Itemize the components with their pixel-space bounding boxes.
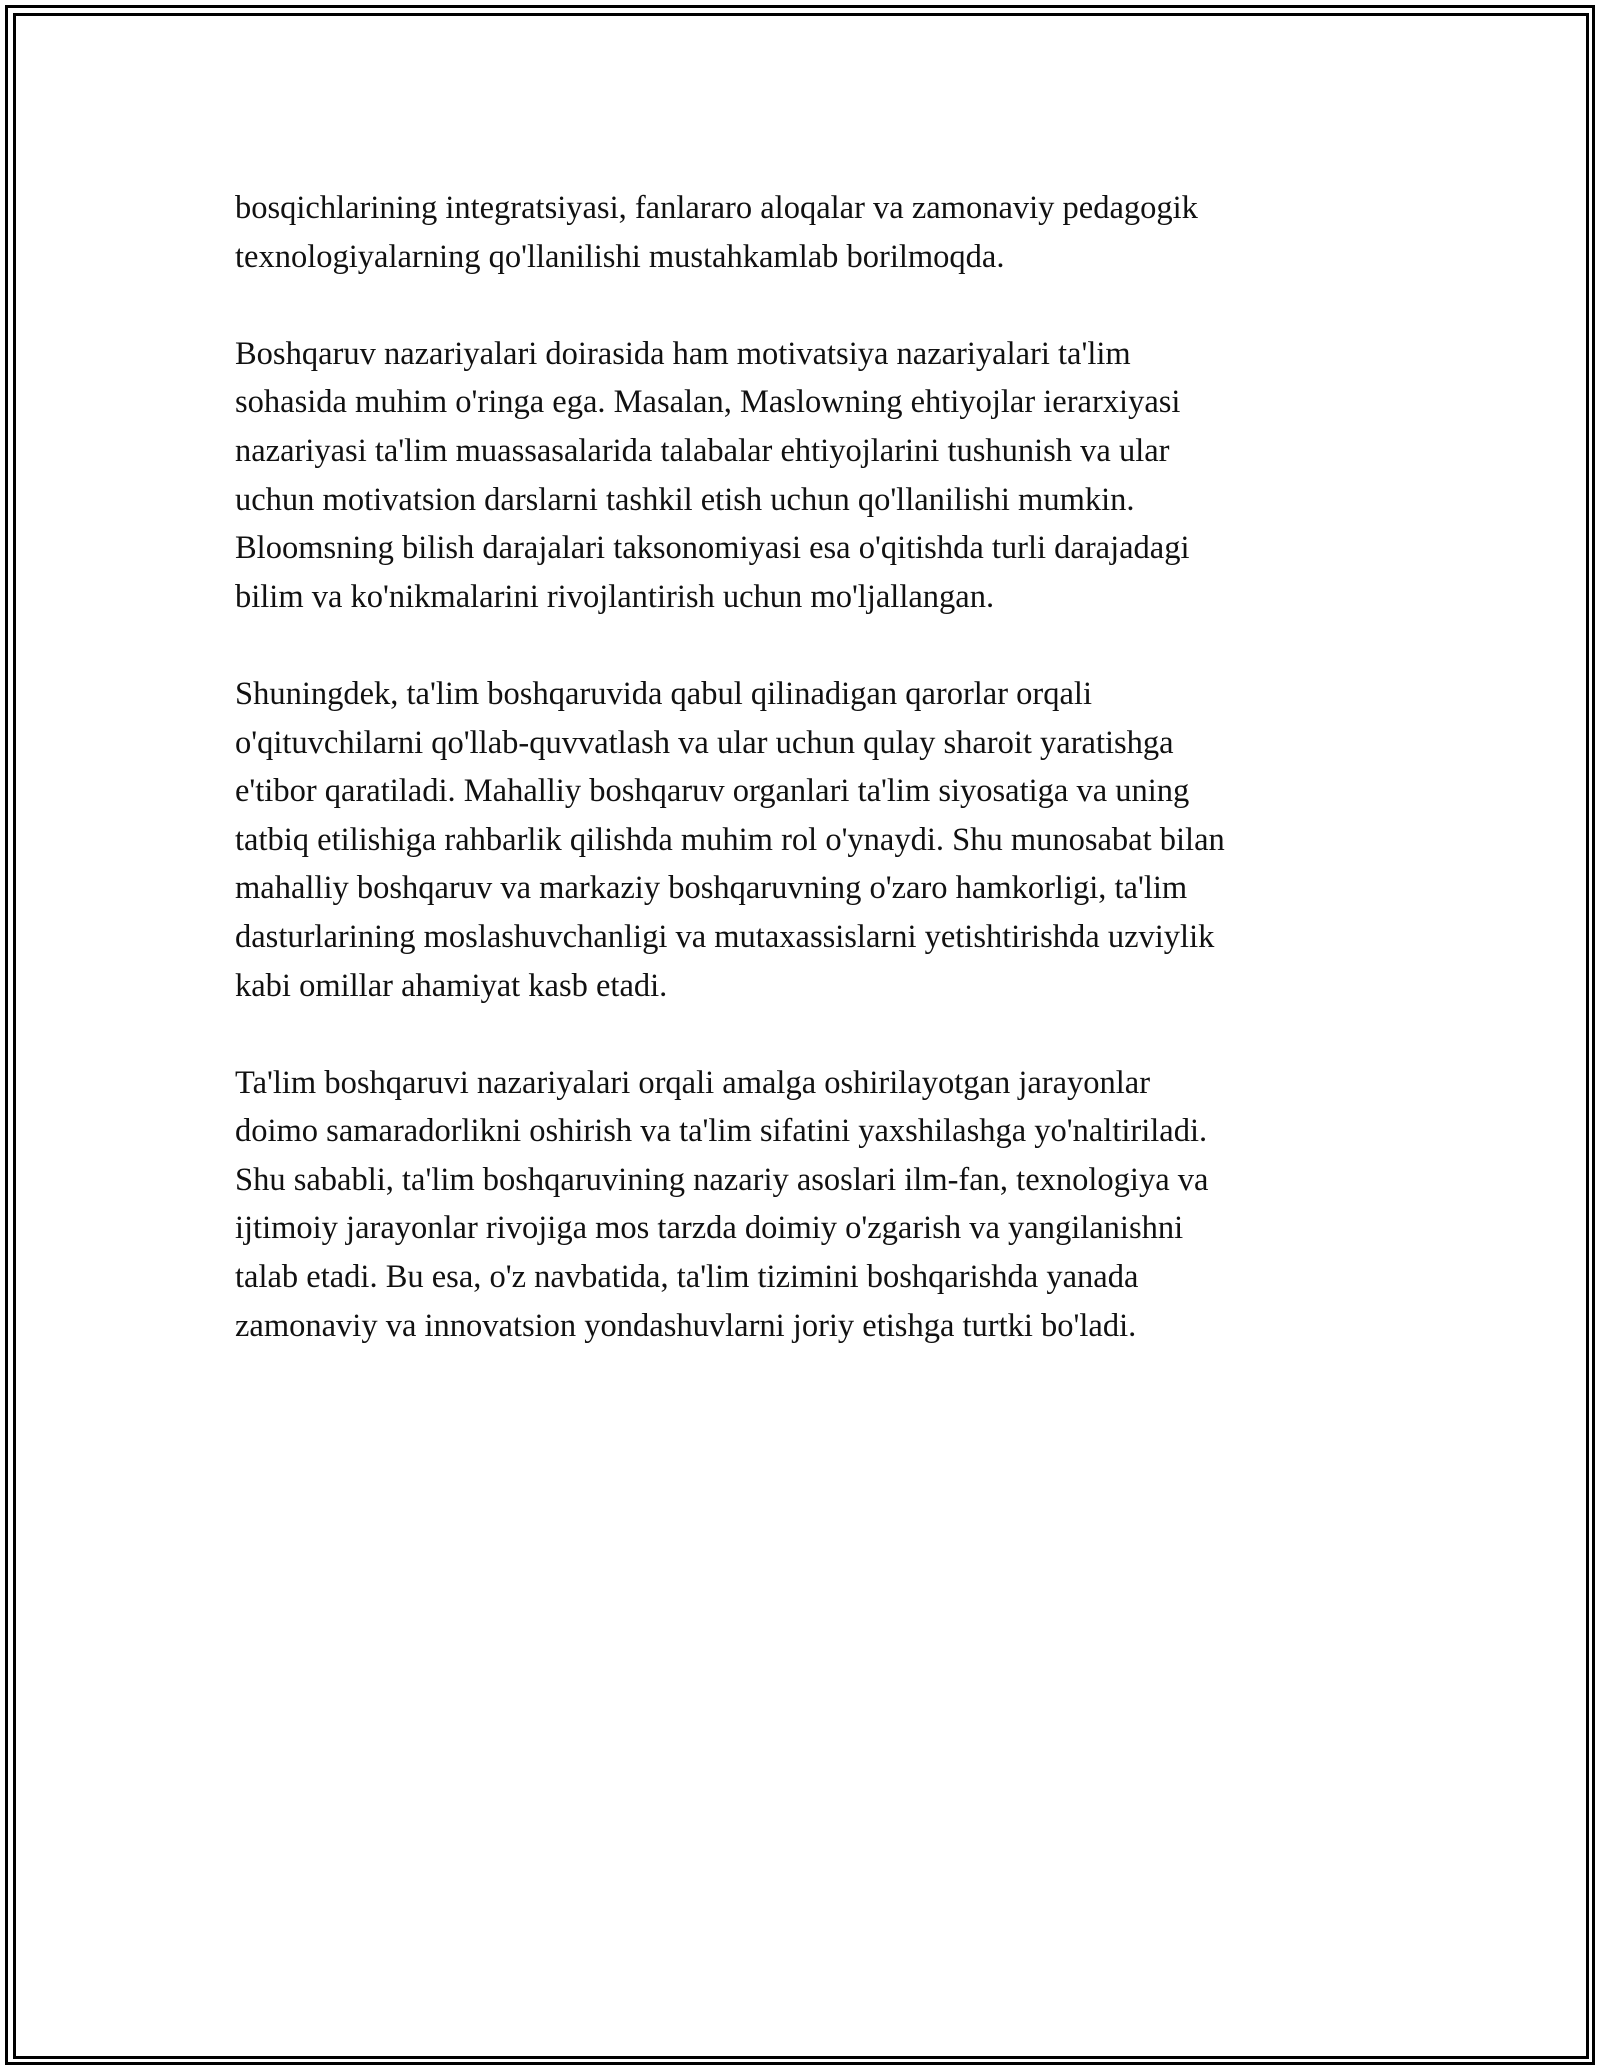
text-line: bilim va ko'nikmalarini rivojlantirish uchun mo'ljallangan. [235, 578, 995, 615]
text-line: kabi omillar ahamiyat kasb etadi. [235, 967, 668, 1004]
text-line: Shu sababli, ta'lim boshqaruvining nazariy asoslari ilm-fan, texnologiya va [235, 1161, 1209, 1198]
text-line: Shuningdek, ta'lim boshqaruvida qabul qilinadigan qarorlar orqali [235, 675, 1092, 712]
text-line: nazariyasi ta'lim muassasalarida talabalar ehtiyojlarini tushunish va ular [235, 432, 1170, 469]
text-line: e'tibor qaratiladi. Mahalliy boshqaruv organlari ta'lim siyosatiga va uning [235, 773, 1190, 810]
text-line: tatbiq etilishiga rahbarlik qilishda muhim rol o'ynaydi. Shu munosabat bilan [235, 821, 1225, 858]
paragraph-4 [235, 1059, 1365, 1351]
text-line: doimo samaradorlikni oshirish va ta'lim sifatini yaxshilashga yo'naltiriladi. [235, 1113, 1208, 1150]
paragraph-1 [235, 184, 1365, 281]
text-line: uchun motivatsion darslarni tashkil etish uchun qo'llanilishi mumkin. [235, 481, 1135, 518]
text-line: bosqichlarining integratsiyasi, fanlararo aloqalar va zamonaviy pedagogik [235, 190, 1198, 226]
document-body [235, 184, 1365, 1399]
text-line: mahalliy boshqaruv va markaziy boshqaruvning o'zaro hamkorligi, ta'lim [235, 870, 1188, 907]
text-line: talab etadi. Bu esa, o'z navbatida, ta'lim tizimini boshqarishda yanada [235, 1259, 1139, 1296]
text-line: dasturlarining moslashuvchanligi va mutaxassislarni yetishtirishda uzviylik [235, 918, 1215, 955]
paragraph-2 [235, 330, 1365, 622]
text-line: Boshqaruv nazariyalari doirasida ham motivatsiya nazariyalari ta'lim [235, 335, 1131, 372]
text-line: zamonaviy va innovatsion yondashuvlarni joriy etishga turtki bo'ladi. [235, 1307, 1137, 1344]
text-line: Ta'lim boshqaruvi nazariyalari orqali amalga oshirilayotgan jarayonlar [235, 1064, 1151, 1101]
text-line: texnologiyalarning qo'llanilishi mustahkamlab borilmoqda. [235, 238, 1005, 275]
text-line: o'qituvchilarni qo'llab-quvvatlash va ular uchun qulay sharoit yaratishga [235, 724, 1174, 761]
text-line: ijtimoiy jarayonlar rivojiga mos tarzda doimiy o'zgarish va yangilanishni [235, 1210, 1184, 1247]
text-line: Bloomsning bilish darajalari taksonomiyasi esa o'qitishda turli darajadagi [235, 530, 1190, 567]
paragraph-3 [235, 670, 1365, 1010]
text-line: sohasida muhim o'ringa ega. Masalan, Maslowning ehtiyojlar ierarxiyasi [235, 384, 1181, 421]
